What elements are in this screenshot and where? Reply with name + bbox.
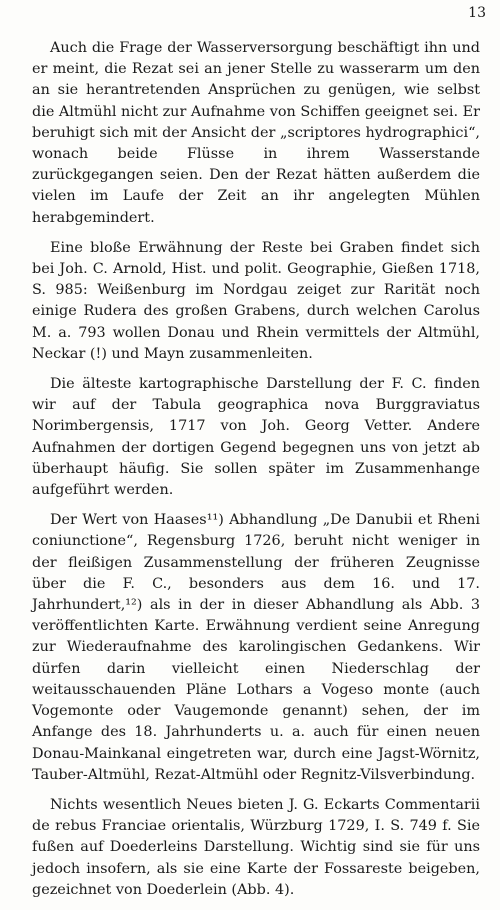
paragraph-water-supply: Auch die Frage der Wasserversorgung beschäftigt ihn und er meint, die Rezat sei an jener Stelle zu wasserarm um den an sie herantretenden Ansprüchen zu genügen, wie selbst die Altmühl nicht zur Aufnahme von Schiffen geeignet sei. Er beruhigt sich mit der Ansicht der „scriptores hydrographici“, wonach beide Flüsse in ihrem Wasserstande zurückgegangen seien. Den der Rezat hätten außerdem die vielen im Laufe der Zeit an ihr angelegten Mühlen herabgemindert. [32,40,480,226]
text-body [32,38,480,910]
page-number: 13 [468,5,486,21]
paragraph-haase-treatise: Der Wert von Haases¹¹) Abhandlung „De Danubii et Rheni coniunctione“, Regensburg 1726, beruht nicht weniger in der fleißigen Zusammenstellung der früheren Zeugnisse über die F. C., besonders aus dem 16. und 17. Jahrhundert,¹²) als in der in dieser Abhandlung als Abb. 3 veröffentlichten Karte. Erwähnung verdient seine Anregung zur Wiederaufnahme des karolingischen Gedankens. Wir dürfen darin vielleicht einen Niederschlag der weitausschauenden Pläne Lothars a Vogeso monte (auch Vogemonte oder Vaugemonde genannt) sehen, der im Anfange des 18. Jahrhunderts u. a. auch für einen neuen Donau-Mainkanal eingetreten war, durch eine Jagst-Wörnitz, Tauber-Altmühl, Rezat-Altmühl oder Regnitz-Vilsverbindung. [32,512,480,783]
paragraph-eckart-commentarii: Nichts wesentlich Neues bieten J. G. Eckarts Commentarii de rebus Franciae orientalis, Würzburg 1729, I. S. 749 f. Sie fußen auf Doederleins Darstellung. Wichtig sind sie für uns jedoch insofern, als sie eine Karte der Fossareste beigeben, gezeichnet von Doederlein (Abb. 4). [32,796,480,898]
paragraph-arnold-reference: Eine bloße Erwähnung der Reste bei Graben findet sich bei Joh. C. Arnold, Hist. und polit. Geographie, Gießen 1718, S. 985: Weißenburg im Nordgau zeiget zur Rarität noch einige Rudera des großen Grabens, durch welchen Carolus M. a. 793 wollen Donau und Rhein vermittels der Altmühl, Neckar (!) und Mayn zusammenleiten. [32,239,480,362]
paragraph-vetter-map: Die älteste kartographische Darstellung der F. C. finden wir auf der Tabula geographica nova Burggraviatus Norimbergensis, 1717 von Joh. Georg Vetter. Andere Aufnahmen der dortigen Gegend begegnen uns von jetzt ab überhaupt häufig. Sie sollen später im Zusammenhange aufgeführt werden. [32,376,480,499]
